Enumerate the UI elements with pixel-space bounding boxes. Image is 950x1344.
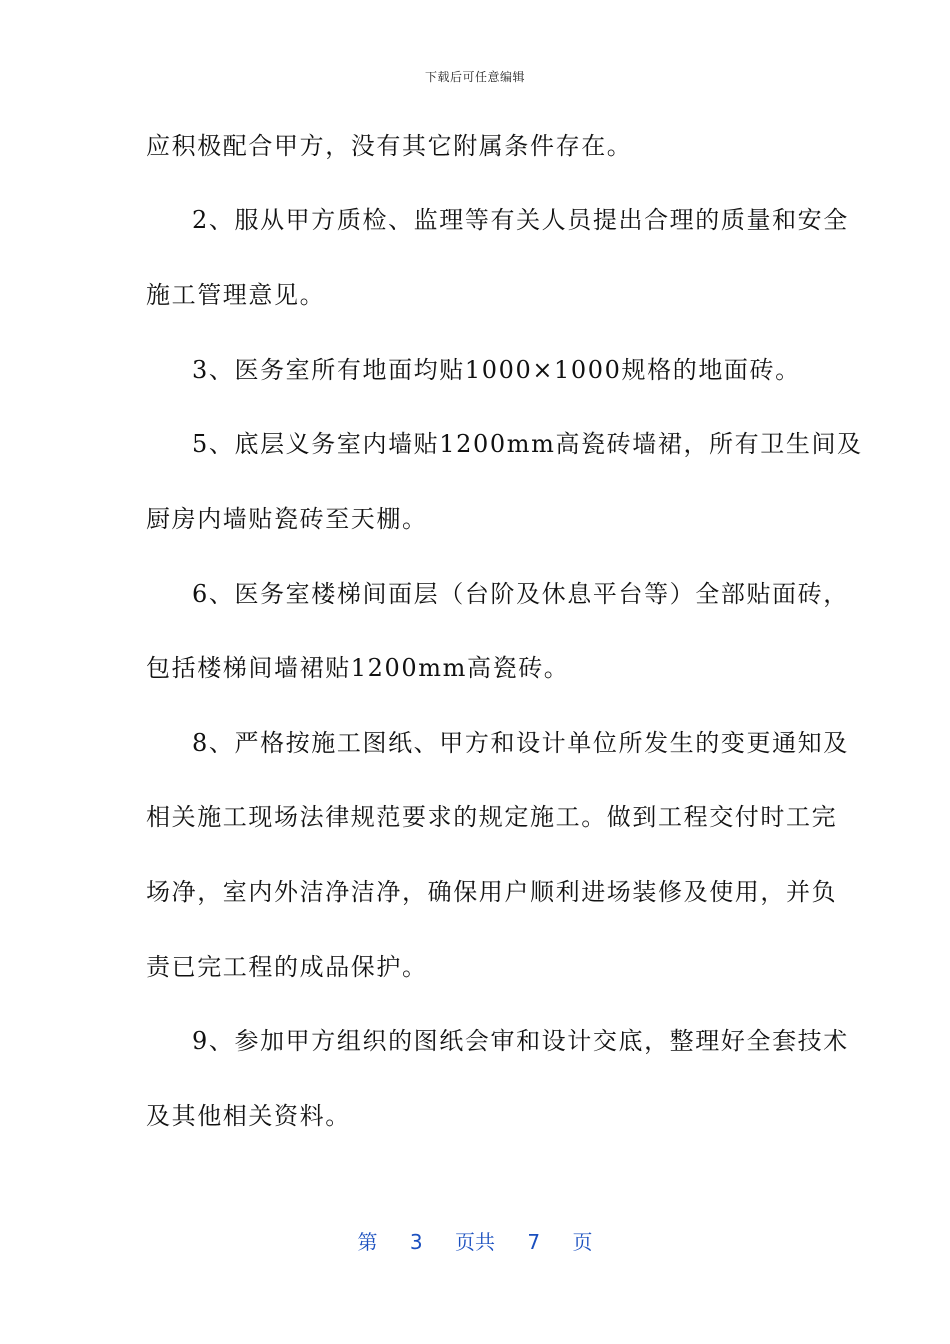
page-footer <box>0 1226 950 1255</box>
page-end-label: 页 <box>572 1230 593 1254</box>
text-line: 场净，室内外洁净洁净，确保用户顺利进场装修及使用，并负 <box>146 878 838 906</box>
page-current: 3 <box>409 1230 423 1254</box>
text-line: 9、参加甲方组织的图纸会审和设计交底，整理好全套技术 <box>192 1027 849 1055</box>
text-line: 相关施工现场法律规范要求的规定施工。做到工程交付时工完 <box>146 803 838 831</box>
text-line: 责已完工程的成品保护。 <box>146 953 428 981</box>
page-total: 7 <box>527 1230 541 1254</box>
text-line: 厨房内墙贴瓷砖至天棚。 <box>146 505 428 533</box>
text-line: 8、严格按施工图纸、甲方和设计单位所发生的变更通知及 <box>192 729 849 757</box>
text-line: 3、医务室所有地面均贴1000×1000规格的地面砖。 <box>192 356 801 384</box>
text-line: 包括楼梯间墙裙贴1200mm高瓷砖。 <box>146 654 570 682</box>
header-note: 下载后可任意编辑 <box>424 70 525 84</box>
page-label: 第 <box>357 1230 378 1254</box>
page-mid-label: 页共 <box>455 1230 495 1254</box>
text-line: 及其他相关资料。 <box>146 1102 351 1130</box>
text-line: 施工管理意见。 <box>146 281 326 309</box>
text-line: 6、医务室楼梯间面层（台阶及休息平台等）全部贴面砖， <box>192 580 849 608</box>
text-line: 应积极配合甲方，没有其它附属条件存在。 <box>146 132 633 160</box>
text-line: 2、服从甲方质检、监理等有关人员提出合理的质量和安全 <box>192 206 849 234</box>
text-line: 5、底层义务室内墙贴1200mm高瓷砖墙裙，所有卫生间及 <box>192 430 863 458</box>
